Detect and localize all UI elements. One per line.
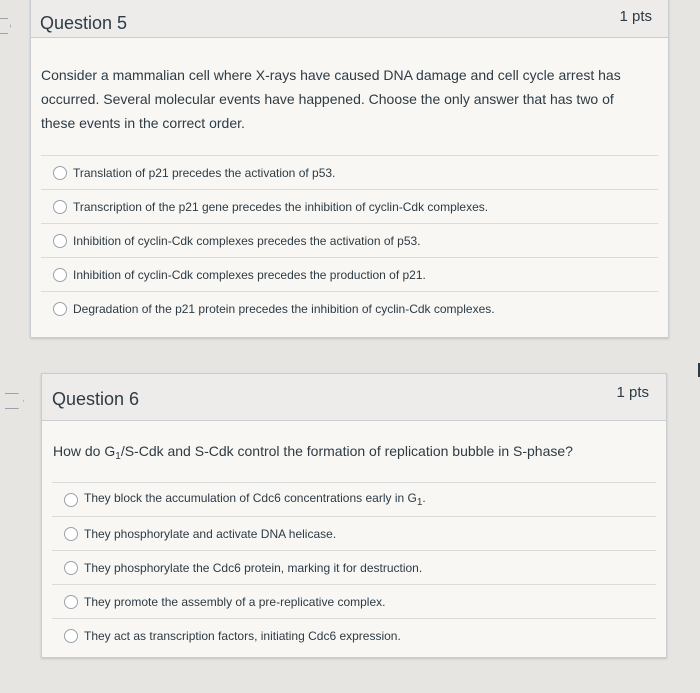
answer-option[interactable] xyxy=(41,223,658,257)
answer-label: They promote the assembly of a pre-replicative complex. xyxy=(84,594,386,609)
question-points: 1 pts xyxy=(616,384,649,401)
answer-label: They phosphorylate and activate DNA helicase. xyxy=(84,526,337,541)
answer-label: Inhibition of cyclin-Cdk complexes precedes the production of p21. xyxy=(73,267,426,282)
subscript: 1 xyxy=(115,451,121,462)
question-6-card xyxy=(41,373,667,658)
radio-button[interactable] xyxy=(64,595,78,609)
question-flag-icon[interactable] xyxy=(0,18,11,34)
radio-button[interactable] xyxy=(53,166,67,180)
answer-label: They block the accumulation of Cdc6 concentrations early in $G_1$. xyxy=(84,491,426,508)
answer-option[interactable] xyxy=(41,155,658,189)
question-text: Consider a mammalian cell where X-rays have caused DNA damage and cell cycle arrest has occurred. Several molecular events have happened. Choose the only answer that has two of these events in the correct order. xyxy=(41,67,621,131)
question-title: Question 6 xyxy=(52,389,140,409)
answer-option[interactable] xyxy=(52,482,656,516)
answer-option[interactable] xyxy=(41,189,658,223)
answer-option[interactable] xyxy=(52,516,656,550)
question-points: 1 pts xyxy=(619,8,652,25)
radio-button[interactable] xyxy=(53,268,67,282)
radio-button[interactable] xyxy=(53,234,67,248)
radio-button[interactable] xyxy=(64,493,78,507)
answer-list xyxy=(52,482,656,652)
answer-label: Inhibition of cyclin-Cdk complexes precedes the activation of p53. xyxy=(73,233,421,248)
question-text xyxy=(53,439,653,469)
answer-label: Transcription of the p21 gene precedes the inhibition of cyclin-Cdk complexes. xyxy=(73,199,489,214)
question-title: Question 5 xyxy=(40,13,128,33)
question-text-part: How do G xyxy=(53,443,116,459)
answer-label: They act as transcription factors, initiating Cdc6 expression. xyxy=(84,628,401,643)
answer-option[interactable] xyxy=(41,291,658,325)
radio-button[interactable] xyxy=(64,527,78,541)
question-5-card xyxy=(30,0,669,338)
answer-list xyxy=(41,155,658,325)
answer-option[interactable] xyxy=(41,257,658,291)
question-header xyxy=(31,0,668,38)
question-header xyxy=(42,374,666,421)
radio-button[interactable] xyxy=(53,302,67,316)
radio-button[interactable] xyxy=(64,561,78,575)
radio-button[interactable] xyxy=(53,200,67,214)
answer-option[interactable] xyxy=(52,618,656,652)
answer-label: Translation of p21 precedes the activation of p53. xyxy=(73,165,336,180)
answer-option[interactable] xyxy=(52,584,656,618)
answer-option[interactable] xyxy=(52,550,656,584)
radio-button[interactable] xyxy=(64,629,78,643)
answer-label: Degradation of the p21 protein precedes the inhibition of cyclin-Cdk complexes. xyxy=(73,301,495,316)
question-text-part: /S-Cdk and S-Cdk control the formation of replication bubble in S-phase? xyxy=(120,443,573,459)
question-flag-icon[interactable] xyxy=(5,393,24,409)
answer-label: They phosphorylate the Cdc6 protein, marking it for destruction. xyxy=(84,560,423,575)
